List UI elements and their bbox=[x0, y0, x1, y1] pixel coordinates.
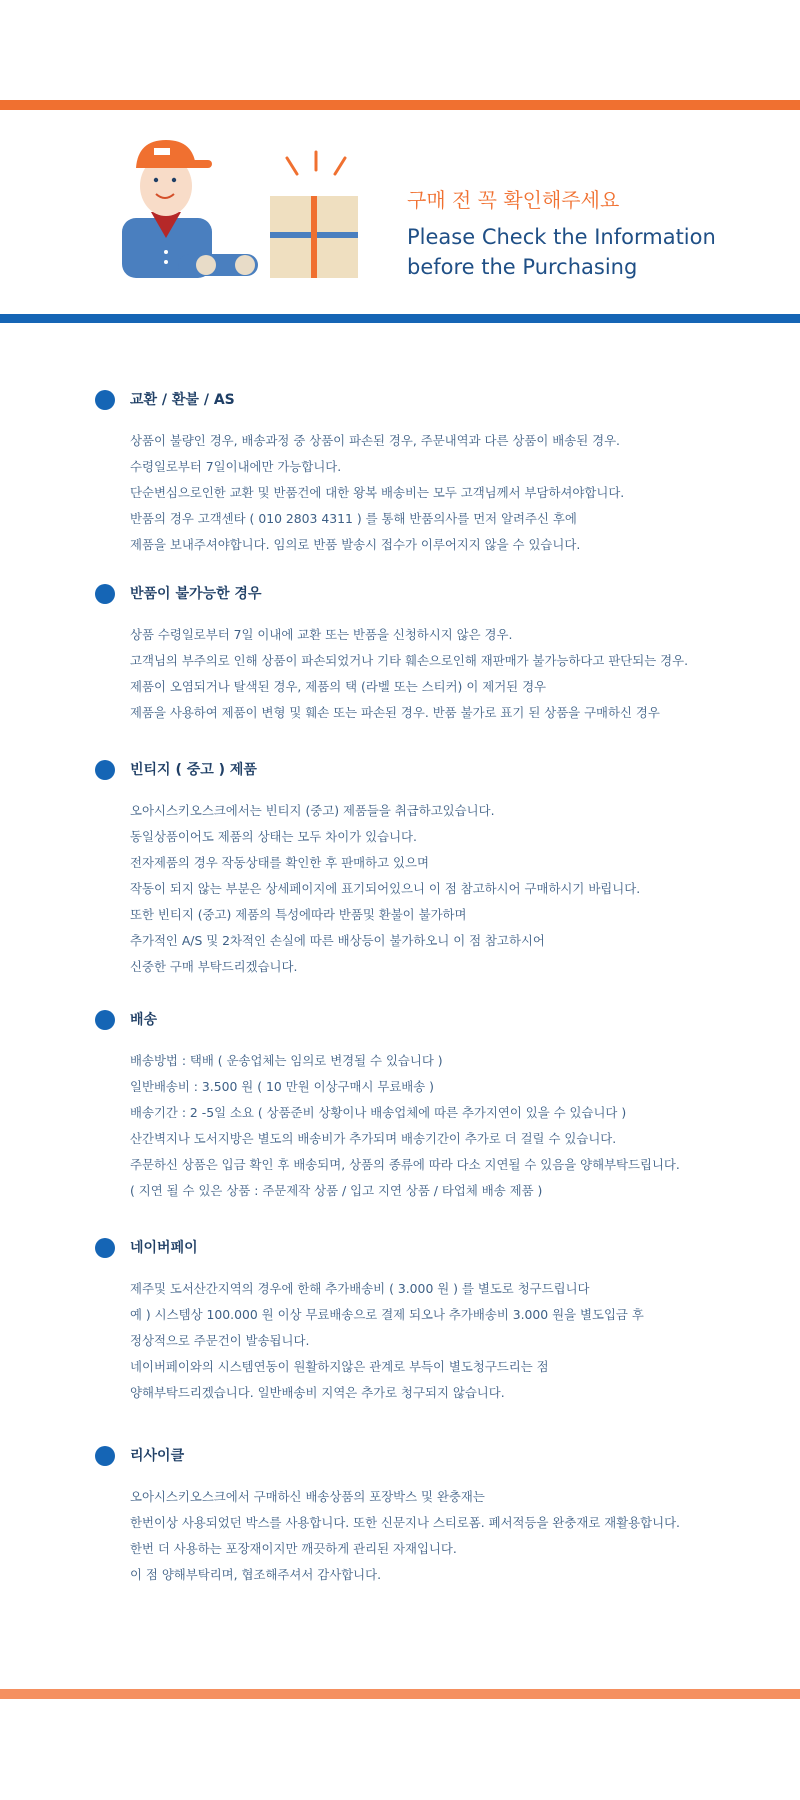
body-line: ( 지연 될 수 있은 상품 : 주문제작 상품 / 입고 지연 상품 / 타업체 배송 제품 ) bbox=[130, 1183, 543, 1198]
body-line: 이 점 양해부탁리며, 협조해주셔서 감사합니다. bbox=[130, 1567, 382, 1582]
body-line: 산간벽지나 도서지방은 별도의 배송비가 추가되며 배송기간이 추가로 더 걸릴 수 있습니다. bbox=[130, 1131, 617, 1146]
section-exchange-refund-as bbox=[95, 390, 775, 552]
bullet-dot-icon bbox=[95, 1446, 115, 1466]
bullet-dot-icon bbox=[95, 584, 115, 604]
section-header bbox=[95, 584, 775, 608]
bullet-dot-icon bbox=[95, 760, 115, 780]
section-header bbox=[95, 1446, 775, 1470]
body-line: 예 ) 시스템상 100.000 원 이상 무료배송으로 결제 되오나 추가배송비 3.000 원을 별도입금 후 bbox=[130, 1307, 644, 1322]
body-line: 전자제품의 경우 작동상태를 확인한 후 판매하고 있으며 bbox=[130, 855, 429, 870]
section-header bbox=[95, 1238, 775, 1262]
section-vintage-products bbox=[95, 760, 775, 974]
title-en-line-2: before the Purchasing bbox=[407, 255, 638, 279]
section-body bbox=[130, 1048, 680, 1204]
bullet-dot-icon bbox=[95, 1238, 115, 1258]
header-divider-blue-bar bbox=[0, 314, 800, 323]
body-line: 동일상품이어도 제품의 상태는 모두 차이가 있습니다. bbox=[130, 829, 417, 844]
section-title: 네이버페이 bbox=[130, 1240, 198, 1256]
section-header bbox=[95, 1010, 775, 1034]
bullet-dot-icon bbox=[95, 1010, 115, 1030]
section-title: 교환 / 환불 / AS bbox=[130, 392, 235, 408]
bullet-dot-icon bbox=[95, 390, 115, 410]
top-orange-bar bbox=[0, 100, 800, 110]
body-line: 한번 더 사용하는 포장재이지만 깨끗하게 관리된 자재입니다. bbox=[130, 1541, 457, 1556]
package-box-icon bbox=[266, 150, 366, 280]
body-line: 네이버페이와의 시스템연동이 원활하지않은 관계로 부득이 별도청구드리는 점 bbox=[130, 1359, 549, 1374]
bottom-orange-bar bbox=[0, 1689, 800, 1699]
section-title: 빈티지 ( 중고 ) 제품 bbox=[130, 762, 257, 778]
body-line: 신중한 구매 부탁드리겠습니다. bbox=[130, 959, 298, 974]
body-line: 오아시스키오스크에서 구매하신 배송상품의 포장박스 및 완충재는 bbox=[130, 1489, 485, 1504]
body-line: 일반배송비 : 3.500 원 ( 10 만원 이상구매시 무료배송 ) bbox=[130, 1079, 435, 1094]
section-body bbox=[130, 428, 624, 558]
body-line: 제품을 사용하여 제품이 변형 및 훼손 또는 파손된 경우. 반품 불가로 표기 된 상품을 구매하신 경우 bbox=[130, 705, 660, 720]
page-title-korean: 구매 전 꼭 확인해주세요 bbox=[407, 188, 620, 212]
body-line: 정상적으로 주문건이 발송됩니다. bbox=[130, 1333, 310, 1348]
body-line: 제주및 도서산간지역의 경우에 한해 추가배송비 ( 3.000 원 ) 를 별도로 청구드립니다 bbox=[130, 1281, 590, 1296]
section-body bbox=[130, 622, 688, 726]
body-line: 제품을 보내주셔야합니다. 임의로 반품 발송시 접수가 이루어지지 않을 수 있습니다. bbox=[130, 537, 581, 552]
body-line: 추가적인 A/S 및 2차적인 손실에 따른 배상등이 불가하오니 이 점 참고하시어 bbox=[130, 933, 545, 948]
header-text bbox=[407, 186, 716, 282]
section-title: 리사이클 bbox=[130, 1448, 185, 1464]
body-line: 작동이 되지 않는 부분은 상세페이지에 표기되어있으니 이 점 참고하시어 구매하시기 바립니다. bbox=[130, 881, 641, 896]
body-line: 상품 수령일로부터 7일 이내에 교환 또는 반품을 신청하시지 않은 경우. bbox=[130, 627, 513, 642]
section-header bbox=[95, 390, 775, 414]
body-line: 오아시스키오스크에서는 빈티지 (중고) 제품들을 취급하고있습니다. bbox=[130, 803, 495, 818]
section-naver-pay bbox=[95, 1238, 775, 1400]
body-line: 배송방법 : 택배 ( 운송업체는 임의로 변경될 수 있습니다 ) bbox=[130, 1053, 443, 1068]
section-recycle bbox=[95, 1446, 775, 1582]
body-line: 양해부탁드리겠습니다. 일반배송비 지역은 추가로 청구되지 않습니다. bbox=[130, 1385, 505, 1400]
body-line: 주문하신 상품은 입금 확인 후 배송되며, 상품의 종류에 따라 다소 지연될 수 있음을 양해부탁드립니다. bbox=[130, 1157, 680, 1172]
body-line: 단순변심으로인한 교환 및 반품건에 대한 왕복 배송비는 모두 고객님께서 부담하셔야합니다. bbox=[130, 485, 625, 500]
section-title: 배송 bbox=[130, 1012, 158, 1028]
section-shipping bbox=[95, 1010, 775, 1198]
body-line: 고객님의 부주의로 인해 상품이 파손되었거나 기타 훼손으로인해 재판매가 불가능하다고 판단되는 경우. bbox=[130, 653, 689, 668]
body-line: 반품의 경우 고객센타 ( 010 2803 4311 ) 를 통해 반품의사를 먼저 알려주신 후에 bbox=[130, 511, 577, 526]
section-header bbox=[95, 760, 775, 784]
body-line: 수령일로부터 7일이내에만 가능합니다. bbox=[130, 459, 342, 474]
body-line: 또한 빈티지 (중고) 제품의 특성에따라 반품및 환불이 불가하며 bbox=[130, 907, 467, 922]
section-body bbox=[130, 1484, 680, 1588]
page-title-english bbox=[407, 222, 716, 282]
section-body bbox=[130, 798, 640, 980]
body-line: 한번이상 사용되었던 박스를 사용합니다. 또한 신문지나 스티로폼. 폐서적등을 완충재로 재활용합니다. bbox=[130, 1515, 680, 1530]
section-non-returnable bbox=[95, 584, 775, 720]
section-body bbox=[130, 1276, 644, 1406]
section-title: 반품이 불가능한 경우 bbox=[130, 586, 262, 602]
title-en-line-1: Please Check the Information bbox=[407, 225, 716, 249]
body-line: 배송기간 : 2 -5일 소요 ( 상품준비 상황이나 배송업체에 따른 추가지연이 있을 수 있습니다 ) bbox=[130, 1105, 627, 1120]
body-line: 상품이 불량인 경우, 배송과정 중 상품이 파손된 경우, 주문내역과 다른 상품이 배송된 경우. bbox=[130, 433, 620, 448]
body-line: 제품이 오염되거나 탈색된 경우, 제품의 택 (라벨 또는 스티커) 이 제거된 경우 bbox=[130, 679, 547, 694]
